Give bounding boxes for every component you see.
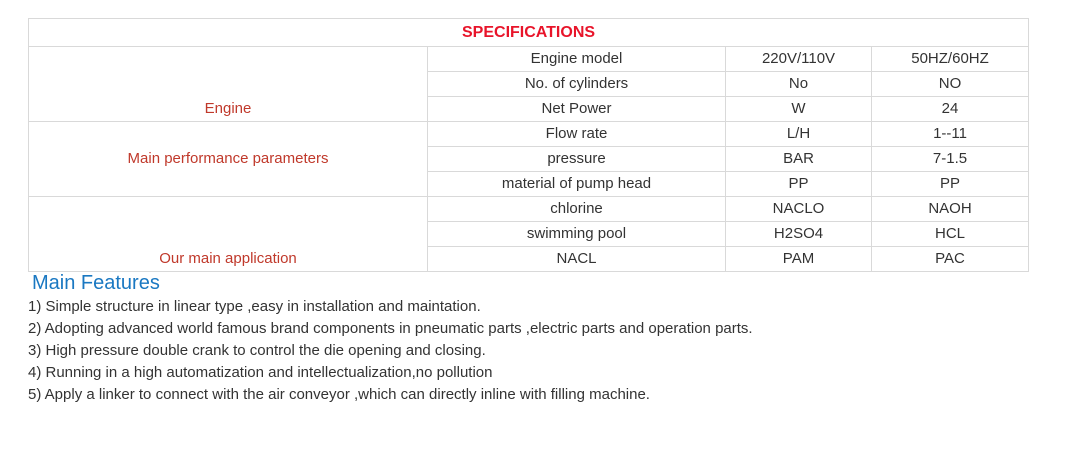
table-row [29, 122, 1029, 147]
group-label-application: Our main application [29, 197, 428, 272]
spec-param: swimming pool [428, 222, 726, 247]
features-list [28, 296, 753, 406]
list-item: 4) Running in a high automatization and intellectualization,no pollution [28, 364, 493, 381]
spec-value: 24 [872, 97, 1029, 122]
spec-param: NACL [428, 247, 726, 272]
list-item: 5) Apply a linker to connect with the air conveyor ,which can directly inline with filling machine. [28, 386, 650, 403]
spec-value: H2SO4 [726, 222, 872, 247]
list-item: 2) Adopting advanced world famous brand components in pneumatic parts ,electric parts and operation parts. [28, 320, 753, 337]
spec-value: HCL [872, 222, 1029, 247]
spec-value: PP [872, 172, 1029, 197]
spec-param: Flow rate [428, 122, 726, 147]
table-title: SPECIFICATIONS [29, 19, 1029, 47]
spec-value: PAC [872, 247, 1029, 272]
spec-param: Engine model [428, 47, 726, 72]
specifications-table [28, 18, 1029, 272]
spec-value: NACLO [726, 197, 872, 222]
list-item: 3) High pressure double crank to control the die opening and closing. [28, 342, 486, 359]
spec-param: material of pump head [428, 172, 726, 197]
table-row [29, 197, 1029, 222]
spec-param: chlorine [428, 197, 726, 222]
features-heading: Main Features [32, 272, 160, 294]
spec-value: L/H [726, 122, 872, 147]
group-label-performance: Main performance parameters [29, 122, 428, 197]
spec-param: No. of cylinders [428, 72, 726, 97]
spec-value: 220V/110V [726, 47, 872, 72]
spec-value: NO [872, 72, 1029, 97]
spec-value: PP [726, 172, 872, 197]
spec-value: BAR [726, 147, 872, 172]
spec-param: Net Power [428, 97, 726, 122]
spec-param: pressure [428, 147, 726, 172]
spec-value: No [726, 72, 872, 97]
table-title-row [29, 19, 1029, 47]
spec-value: NAOH [872, 197, 1029, 222]
spec-value: 7-1.5 [872, 147, 1029, 172]
group-label-engine: Engine [29, 47, 428, 122]
spec-value: 50HZ/60HZ [872, 47, 1029, 72]
table-row [29, 47, 1029, 72]
spec-value: 1--11 [872, 122, 1029, 147]
list-item: 1) Simple structure in linear type ,easy in installation and maintation. [28, 298, 481, 315]
spec-value: W [726, 97, 872, 122]
spec-value: PAM [726, 247, 872, 272]
